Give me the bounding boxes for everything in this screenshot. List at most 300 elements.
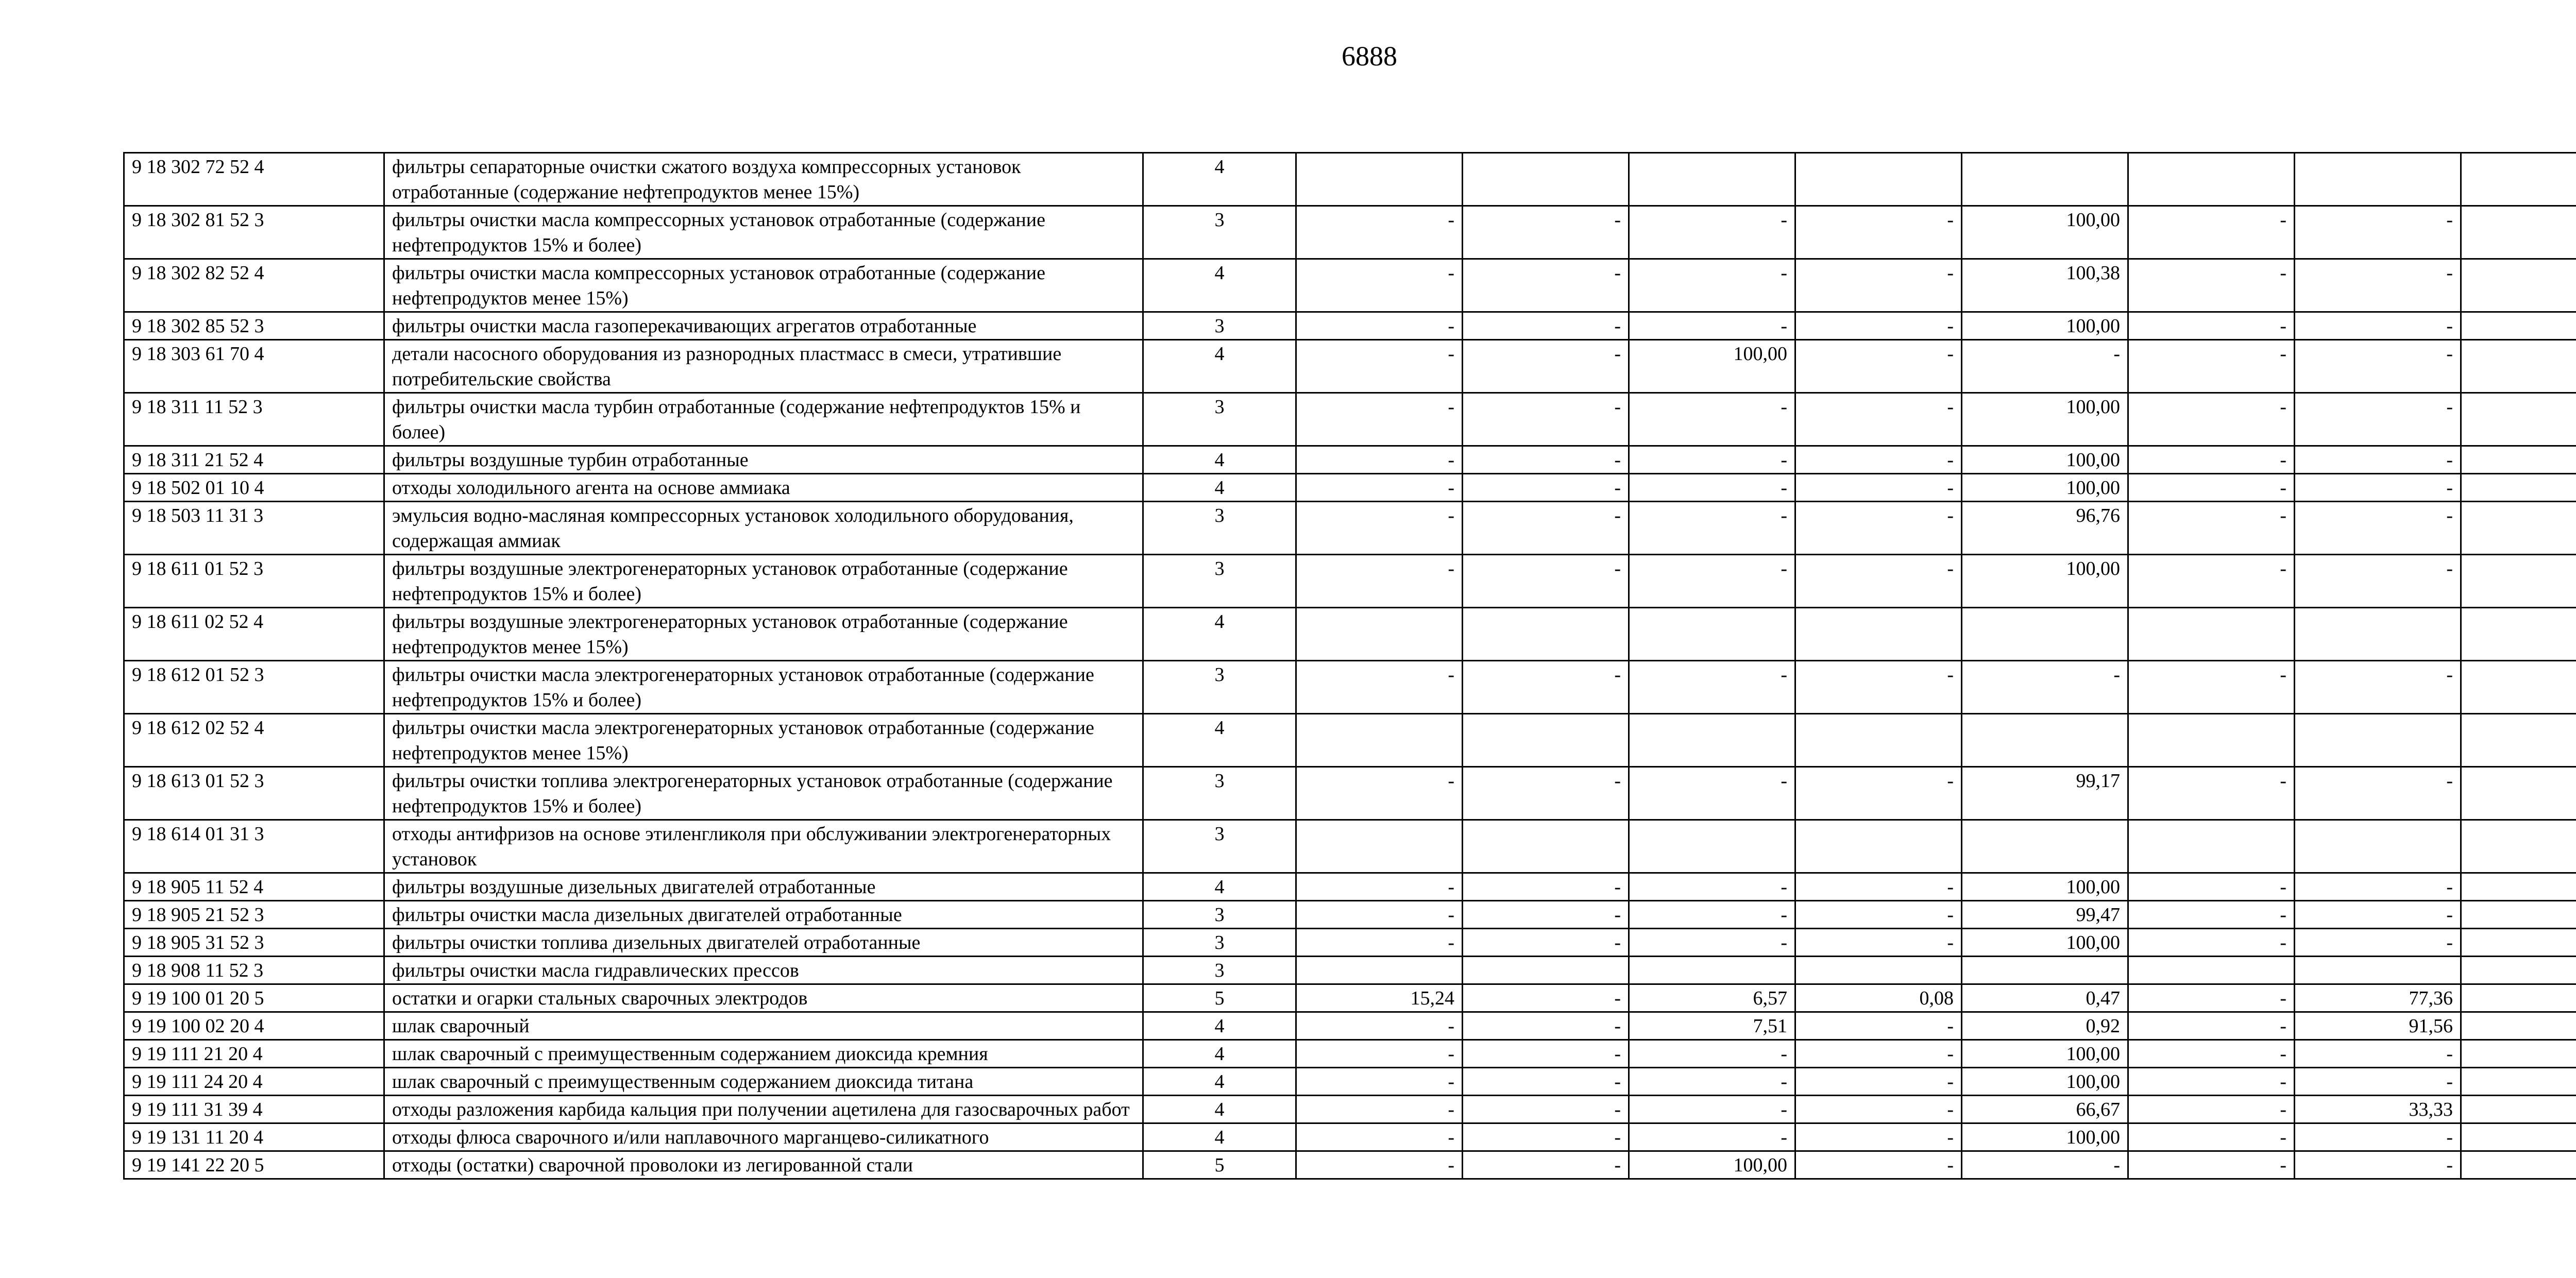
table-row	[124, 714, 2576, 767]
value-cell: -	[1629, 312, 1795, 340]
value-cell: -	[1795, 259, 1962, 312]
value-cell: -	[1795, 661, 1962, 714]
value-cell	[2461, 555, 2576, 608]
value-cell	[1629, 153, 1795, 206]
waste-name-cell: фильтры очистки масла гидравлических прессов	[384, 957, 1143, 984]
value-cell: -	[2295, 446, 2461, 474]
value-cell	[2295, 957, 2461, 984]
hazard-class-cell: 3	[1143, 820, 1296, 873]
waste-code-cell: 9 18 503 11 31 3	[124, 502, 384, 555]
waste-name-cell: отходы разложения карбида кальция при получении ацетилена для газосварочных работ	[384, 1096, 1143, 1123]
value-cell: -	[1795, 393, 1962, 446]
value-cell: 0,47	[1962, 984, 2128, 1012]
value-cell	[2461, 1068, 2576, 1096]
value-cell: 100,00	[1962, 555, 2128, 608]
value-cell: -	[1629, 446, 1795, 474]
table-row	[124, 929, 2576, 957]
table-row	[124, 1096, 2576, 1123]
value-cell: -	[2295, 340, 2461, 393]
value-cell: -	[1962, 340, 2128, 393]
value-cell: -	[2295, 1151, 2461, 1179]
value-cell: -	[2295, 929, 2461, 957]
value-cell: 15,24	[1296, 984, 1463, 1012]
waste-name-cell: шлак сварочный с преимущественным содержанием диоксида кремния	[384, 1040, 1143, 1068]
waste-name-cell: фильтры очистки масла электрогенераторных установок отработанные (содержание нефтепродуктов менее 15%)	[384, 714, 1143, 767]
table-row	[124, 446, 2576, 474]
waste-name-cell: шлак сварочный с преимущественным содержанием диоксида титана	[384, 1068, 1143, 1096]
waste-code-cell: 9 18 611 01 52 3	[124, 555, 384, 608]
value-cell: -	[1962, 1151, 2128, 1179]
value-cell: 100,00	[1962, 474, 2128, 502]
value-cell: 100,00	[1962, 929, 2128, 957]
waste-code-cell: 9 18 614 01 31 3	[124, 820, 384, 873]
value-cell: -	[1463, 502, 1629, 555]
value-cell	[1463, 820, 1629, 873]
waste-code-cell: 9 19 111 21 20 4	[124, 1040, 384, 1068]
value-cell: -	[2295, 259, 2461, 312]
waste-name-cell: фильтры воздушные дизельных двигателей отработанные	[384, 873, 1143, 901]
value-cell: -	[2295, 393, 2461, 446]
value-cell: -	[2128, 1068, 2295, 1096]
value-cell: -	[1296, 1151, 1463, 1179]
value-cell: -	[2295, 901, 2461, 929]
value-cell: -	[1962, 661, 2128, 714]
value-cell: -	[1463, 767, 1629, 820]
value-cell: -	[1463, 259, 1629, 312]
value-cell: -	[1296, 1096, 1463, 1123]
value-cell: -	[2128, 984, 2295, 1012]
hazard-class-cell: 4	[1143, 259, 1296, 312]
value-cell	[2461, 820, 2576, 873]
waste-name-cell: фильтры очистки топлива дизельных двигателей отработанные	[384, 929, 1143, 957]
value-cell: -	[2295, 206, 2461, 259]
value-cell	[1463, 714, 1629, 767]
value-cell	[1296, 714, 1463, 767]
table-row	[124, 312, 2576, 340]
value-cell: -	[1463, 901, 1629, 929]
value-cell: -	[1296, 767, 1463, 820]
waste-code-cell: 9 18 302 72 52 4	[124, 153, 384, 206]
value-cell	[1795, 714, 1962, 767]
waste-code-cell: 9 18 311 21 52 4	[124, 446, 384, 474]
value-cell	[2461, 474, 2576, 502]
value-cell: -	[1795, 502, 1962, 555]
value-cell: -	[1296, 873, 1463, 901]
waste-code-cell: 9 19 100 02 20 4	[124, 1012, 384, 1040]
value-cell: -	[2128, 929, 2295, 957]
waste-code-cell: 9 18 302 82 52 4	[124, 259, 384, 312]
value-cell: -	[2128, 502, 2295, 555]
value-cell: 91,56	[2295, 1012, 2461, 1040]
value-cell: -	[1795, 1012, 1962, 1040]
waste-name-cell: отходы (остатки) сварочной проволоки из легированной стали	[384, 1151, 1143, 1179]
value-cell: -	[1795, 1040, 1962, 1068]
value-cell: 100,00	[1962, 1040, 2128, 1068]
hazard-class-cell: 4	[1143, 1096, 1296, 1123]
waste-name-cell: отходы флюса сварочного и/или наплавочного марганцево-силикатного	[384, 1123, 1143, 1151]
value-cell	[2461, 901, 2576, 929]
hazard-class-cell: 3	[1143, 929, 1296, 957]
value-cell: -	[2128, 767, 2295, 820]
hazard-class-cell: 5	[1143, 1151, 1296, 1179]
table-row	[124, 608, 2576, 661]
value-cell: -	[1629, 1040, 1795, 1068]
value-cell: 99,47	[1962, 901, 2128, 929]
value-cell: -	[1795, 206, 1962, 259]
value-cell: -	[1463, 393, 1629, 446]
hazard-class-cell: 4	[1143, 1123, 1296, 1151]
waste-name-cell: фильтры очистки топлива электрогенераторных установок отработанные (содержание нефтепродуктов 15% и более)	[384, 767, 1143, 820]
value-cell	[2128, 714, 2295, 767]
hazard-class-cell: 3	[1143, 206, 1296, 259]
value-cell	[2461, 312, 2576, 340]
waste-classification-table	[123, 152, 2576, 1180]
value-cell: -	[1463, 474, 1629, 502]
table-row	[124, 555, 2576, 608]
waste-name-cell: фильтры очистки масла газоперекачивающих агрегатов отработанные	[384, 312, 1143, 340]
waste-name-cell: фильтры сепараторные очистки сжатого воздуха компрессорных установок отработанные (содержание нефтепродуктов менее 15%)	[384, 153, 1143, 206]
waste-code-cell: 9 19 111 24 20 4	[124, 1068, 384, 1096]
value-cell: -	[2128, 474, 2295, 502]
value-cell: 100,00	[1962, 393, 2128, 446]
table-row	[124, 873, 2576, 901]
value-cell	[2461, 1096, 2576, 1123]
hazard-class-cell: 4	[1143, 1068, 1296, 1096]
table-row	[124, 984, 2576, 1012]
value-cell: 0,08	[1795, 984, 1962, 1012]
waste-name-cell: эмульсия водно-масляная компрессорных установок холодильного оборудования, содержащая аммиак	[384, 502, 1143, 555]
hazard-class-cell: 5	[1143, 984, 1296, 1012]
value-cell: -	[2128, 393, 2295, 446]
hazard-class-cell: 4	[1143, 446, 1296, 474]
page-number: 6888	[1342, 41, 1397, 72]
value-cell: 100,00	[1629, 340, 1795, 393]
value-cell	[1296, 957, 1463, 984]
value-cell: -	[2128, 1123, 2295, 1151]
value-cell	[1629, 714, 1795, 767]
value-cell: -	[1463, 1068, 1629, 1096]
value-cell	[2461, 259, 2576, 312]
hazard-class-cell: 4	[1143, 873, 1296, 901]
hazard-class-cell: 4	[1143, 1040, 1296, 1068]
waste-code-cell: 9 18 502 01 10 4	[124, 474, 384, 502]
table-row	[124, 1151, 2576, 1179]
value-cell: -	[1296, 259, 1463, 312]
value-cell: -	[1629, 661, 1795, 714]
waste-code-cell: 9 18 905 11 52 4	[124, 873, 384, 901]
value-cell	[2461, 1123, 2576, 1151]
value-cell	[2461, 957, 2576, 984]
table-row	[124, 1012, 2576, 1040]
value-cell: -	[1296, 555, 1463, 608]
value-cell	[1463, 608, 1629, 661]
value-cell: -	[2295, 661, 2461, 714]
value-cell: -	[1795, 474, 1962, 502]
value-cell: -	[1463, 312, 1629, 340]
value-cell: -	[1296, 446, 1463, 474]
value-cell	[2461, 661, 2576, 714]
value-cell: -	[1296, 474, 1463, 502]
value-cell: 100,00	[1629, 1151, 1795, 1179]
value-cell	[1962, 820, 2128, 873]
waste-name-cell: фильтры очистки масла турбин отработанные (содержание нефтепродуктов 15% и более)	[384, 393, 1143, 446]
waste-code-cell: 9 18 612 02 52 4	[124, 714, 384, 767]
waste-code-cell: 9 19 100 01 20 5	[124, 984, 384, 1012]
value-cell	[1296, 608, 1463, 661]
value-cell: -	[1463, 555, 1629, 608]
value-cell: -	[1795, 929, 1962, 957]
hazard-class-cell: 3	[1143, 555, 1296, 608]
value-cell: -	[2128, 661, 2295, 714]
value-cell: -	[1629, 555, 1795, 608]
value-cell: 66,67	[1962, 1096, 2128, 1123]
value-cell: 100,00	[1962, 312, 2128, 340]
hazard-class-cell: 4	[1143, 1012, 1296, 1040]
value-cell: 100,00	[1962, 206, 2128, 259]
value-cell	[2295, 714, 2461, 767]
value-cell	[2461, 502, 2576, 555]
table-row	[124, 661, 2576, 714]
value-cell	[1795, 608, 1962, 661]
value-cell: -	[1795, 1096, 1962, 1123]
waste-name-cell: фильтры очистки масла компрессорных установок отработанные (содержание нефтепродуктов менее 15%)	[384, 259, 1143, 312]
value-cell: -	[1296, 502, 1463, 555]
value-cell	[1795, 153, 1962, 206]
table-row	[124, 1040, 2576, 1068]
value-cell: -	[1463, 1151, 1629, 1179]
hazard-class-cell: 3	[1143, 502, 1296, 555]
waste-code-cell: 9 18 908 11 52 3	[124, 957, 384, 984]
value-cell	[2461, 767, 2576, 820]
value-cell: -	[1629, 259, 1795, 312]
value-cell: -	[1795, 1068, 1962, 1096]
value-cell: -	[1296, 393, 1463, 446]
table-row	[124, 767, 2576, 820]
value-cell: -	[2128, 1012, 2295, 1040]
waste-name-cell: фильтры воздушные электрогенераторных установок отработанные (содержание нефтепродуктов 15% и более)	[384, 555, 1143, 608]
waste-name-cell: остатки и огарки стальных сварочных электродов	[384, 984, 1143, 1012]
value-cell: -	[2295, 502, 2461, 555]
value-cell: -	[1463, 984, 1629, 1012]
value-cell: -	[2128, 873, 2295, 901]
value-cell: -	[1795, 1123, 1962, 1151]
value-cell: -	[1463, 1012, 1629, 1040]
table-row	[124, 393, 2576, 446]
value-cell: -	[1296, 929, 1463, 957]
value-cell	[2461, 984, 2576, 1012]
value-cell	[2295, 820, 2461, 873]
value-cell: -	[1629, 393, 1795, 446]
value-cell: -	[2295, 873, 2461, 901]
waste-name-cell: отходы холодильного агента на основе аммиака	[384, 474, 1143, 502]
value-cell: -	[2128, 1151, 2295, 1179]
value-cell: -	[1296, 340, 1463, 393]
hazard-class-cell: 3	[1143, 901, 1296, 929]
value-cell: -	[1296, 1068, 1463, 1096]
table-row	[124, 340, 2576, 393]
value-cell: -	[1296, 901, 1463, 929]
table-row	[124, 206, 2576, 259]
value-cell	[1795, 957, 1962, 984]
table-row	[124, 259, 2576, 312]
waste-code-cell: 9 18 612 01 52 3	[124, 661, 384, 714]
value-cell: -	[2295, 1123, 2461, 1151]
value-cell: -	[1795, 1151, 1962, 1179]
value-cell	[2461, 1040, 2576, 1068]
value-cell	[2461, 1151, 2576, 1179]
value-cell: 100,00	[1962, 873, 2128, 901]
waste-code-cell: 9 18 311 11 52 3	[124, 393, 384, 446]
waste-name-cell: фильтры очистки масла дизельных двигателей отработанные	[384, 901, 1143, 929]
hazard-class-cell: 4	[1143, 474, 1296, 502]
value-cell: -	[1463, 1096, 1629, 1123]
value-cell	[1463, 153, 1629, 206]
value-cell: -	[1629, 901, 1795, 929]
value-cell: 100,00	[1962, 1068, 2128, 1096]
value-cell: -	[2128, 312, 2295, 340]
waste-code-cell: 9 18 905 31 52 3	[124, 929, 384, 957]
table-row	[124, 502, 2576, 555]
value-cell	[2295, 153, 2461, 206]
value-cell: -	[1795, 340, 1962, 393]
waste-code-cell: 9 19 111 31 39 4	[124, 1096, 384, 1123]
waste-code-cell: 9 18 905 21 52 3	[124, 901, 384, 929]
value-cell: -	[2128, 1040, 2295, 1068]
value-cell: 100,38	[1962, 259, 2128, 312]
value-cell	[2461, 153, 2576, 206]
value-cell: -	[1296, 1012, 1463, 1040]
value-cell: -	[1629, 474, 1795, 502]
value-cell: -	[1463, 446, 1629, 474]
value-cell: -	[2128, 446, 2295, 474]
value-cell: 0,92	[1962, 1012, 2128, 1040]
waste-code-cell: 9 18 611 02 52 4	[124, 608, 384, 661]
value-cell	[1962, 608, 2128, 661]
value-cell: -	[1463, 929, 1629, 957]
value-cell	[2461, 608, 2576, 661]
value-cell: -	[2128, 340, 2295, 393]
value-cell: -	[1296, 661, 1463, 714]
value-cell	[2128, 153, 2295, 206]
waste-code-cell: 9 19 141 22 20 5	[124, 1151, 384, 1179]
value-cell	[1463, 957, 1629, 984]
table-row	[124, 957, 2576, 984]
value-cell: -	[1795, 767, 1962, 820]
value-cell: 99,17	[1962, 767, 2128, 820]
hazard-class-cell: 3	[1143, 767, 1296, 820]
value-cell: -	[1296, 312, 1463, 340]
value-cell	[2461, 393, 2576, 446]
value-cell: -	[1629, 206, 1795, 259]
value-cell: -	[2128, 555, 2295, 608]
value-cell: -	[1795, 446, 1962, 474]
value-cell: -	[1795, 312, 1962, 340]
value-cell: -	[2128, 206, 2295, 259]
waste-name-cell: шлак сварочный	[384, 1012, 1143, 1040]
waste-name-cell: фильтры воздушные электрогенераторных установок отработанные (содержание нефтепродуктов менее 15%)	[384, 608, 1143, 661]
value-cell: -	[2295, 767, 2461, 820]
value-cell: 100,00	[1962, 1123, 2128, 1151]
value-cell: -	[1296, 206, 1463, 259]
value-cell: -	[2295, 474, 2461, 502]
value-cell: -	[2295, 1068, 2461, 1096]
value-cell: 6,57	[1629, 984, 1795, 1012]
hazard-class-cell: 4	[1143, 714, 1296, 767]
value-cell: -	[2128, 1096, 2295, 1123]
value-cell: 7,51	[1629, 1012, 1795, 1040]
hazard-class-cell: 3	[1143, 312, 1296, 340]
value-cell	[2295, 608, 2461, 661]
value-cell: -	[2295, 555, 2461, 608]
value-cell	[1629, 820, 1795, 873]
table-row	[124, 1068, 2576, 1096]
value-cell: -	[1629, 1123, 1795, 1151]
waste-name-cell: детали насосного оборудования из разнородных пластмасс в смеси, утратившие потребительские свойства	[384, 340, 1143, 393]
value-cell: -	[1463, 661, 1629, 714]
waste-name-cell: отходы антифризов на основе этиленгликоля при обслуживании электрогенераторных установок	[384, 820, 1143, 873]
value-cell: -	[2128, 901, 2295, 929]
value-cell	[2128, 957, 2295, 984]
table-row	[124, 901, 2576, 929]
value-cell	[2461, 340, 2576, 393]
value-cell	[1296, 820, 1463, 873]
value-cell: -	[1296, 1123, 1463, 1151]
waste-name-cell: фильтры воздушные турбин отработанные	[384, 446, 1143, 474]
value-cell: -	[1629, 929, 1795, 957]
table-row	[124, 153, 2576, 206]
value-cell: -	[1795, 873, 1962, 901]
hazard-class-cell: 3	[1143, 393, 1296, 446]
value-cell	[2128, 608, 2295, 661]
table-row	[124, 820, 2576, 873]
hazard-class-cell: 3	[1143, 661, 1296, 714]
waste-code-cell: 9 18 302 85 52 3	[124, 312, 384, 340]
value-cell	[1962, 714, 2128, 767]
waste-name-cell: фильтры очистки масла компрессорных установок отработанные (содержание нефтепродуктов 15% и более)	[384, 206, 1143, 259]
value-cell	[2461, 206, 2576, 259]
value-cell	[2461, 714, 2576, 767]
value-cell	[2461, 873, 2576, 901]
value-cell	[1629, 608, 1795, 661]
hazard-class-cell: 3	[1143, 957, 1296, 984]
table-body	[124, 153, 2576, 1179]
value-cell	[1296, 153, 1463, 206]
value-cell: 100,00	[1962, 446, 2128, 474]
value-cell: 77,36	[2295, 984, 2461, 1012]
value-cell	[1962, 957, 2128, 984]
value-cell	[1962, 153, 2128, 206]
waste-code-cell: 9 18 302 81 52 3	[124, 206, 384, 259]
value-cell: -	[1629, 873, 1795, 901]
value-cell	[1795, 820, 1962, 873]
value-cell: -	[1296, 1040, 1463, 1068]
hazard-class-cell: 4	[1143, 608, 1296, 661]
value-cell: -	[2128, 259, 2295, 312]
value-cell	[1629, 957, 1795, 984]
value-cell: 33,33	[2295, 1096, 2461, 1123]
value-cell: -	[1463, 873, 1629, 901]
value-cell: -	[1463, 206, 1629, 259]
value-cell: -	[1629, 1096, 1795, 1123]
value-cell: 96,76	[1962, 502, 2128, 555]
value-cell	[2461, 446, 2576, 474]
value-cell: -	[2295, 312, 2461, 340]
waste-name-cell: фильтры очистки масла электрогенераторных установок отработанные (содержание нефтепродуктов 15% и более)	[384, 661, 1143, 714]
value-cell: -	[1463, 1123, 1629, 1151]
value-cell: -	[2295, 1040, 2461, 1068]
hazard-class-cell: 4	[1143, 340, 1296, 393]
value-cell: -	[1795, 555, 1962, 608]
